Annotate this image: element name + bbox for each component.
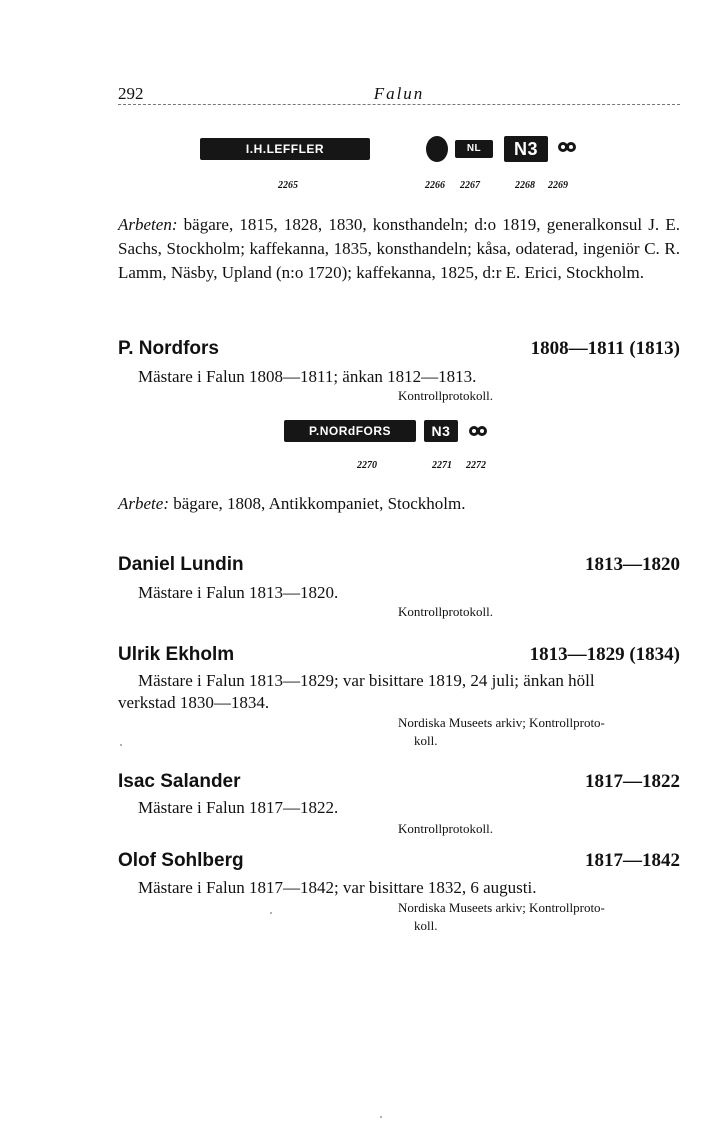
hallmark-town-oval [426, 136, 448, 162]
mark-number: 2266 [425, 180, 445, 191]
entry-name: Daniel Lundin [118, 554, 244, 575]
mark-number: 2270 [357, 460, 377, 471]
hallmark-nl: NL [455, 140, 493, 158]
entry-source-continued: koll. [414, 918, 438, 933]
arbeten-text: bägare, 1815, 1828, 1830, konsthandeln; d:o 1819, generalkonsul J. E. Sachs, Stockholm; kaffekanna, 1835, konsthandeln; kåsa, odaterad, ingeniör C. R. Lamm, Näsby, Upland (n:o 1720); kaffekanna, 1825, d:r E. Erici, Stockholm. [118, 215, 680, 282]
entry-text: Mästare i Falun 1808—1811; änkan 1812—1813. [138, 367, 477, 386]
arbeten-paragraph [118, 213, 680, 285]
hallmark-leffler: I.H.LEFFLER [200, 138, 370, 160]
entry-source-continued: koll. [414, 733, 438, 748]
mark-number: 2267 [460, 180, 480, 191]
page-number: 292 [118, 84, 144, 103]
mark-number: 2271 [432, 460, 452, 471]
entry-name: Ulrik Ekholm [118, 644, 235, 665]
arbete-label: Arbete: [118, 494, 169, 513]
entry-dates: 1813—1829 (1834) [529, 644, 680, 665]
arbete-paragraph [118, 492, 680, 516]
entry-name: Olof Sohlberg [118, 850, 244, 871]
mark-number: 2268 [515, 180, 535, 191]
entry-text: Mästare i Falun 1813—1829; var bisittare 1819, 24 juli; änkan höll [138, 671, 595, 690]
entry-text: Mästare i Falun 1817—1842; var bisittare 1832, 6 augusti. [138, 878, 537, 897]
hallmark-clover [558, 140, 578, 156]
entry-name: Isac Salander [118, 771, 241, 792]
print-speck [120, 744, 122, 746]
hallmark-n3: N3 [424, 420, 458, 442]
entry-dates: 1817—1822 [585, 771, 680, 792]
entry-text: Mästare i Falun 1817—1822. [138, 798, 339, 817]
arbete-text: bägare, 1808, Antikkompaniet, Stockholm. [168, 494, 466, 513]
entry-dates: 1817—1842 [585, 850, 680, 871]
print-speck [270, 912, 272, 914]
entry-dates: 1813—1820 [585, 554, 680, 575]
hallmark-n3: N3 [504, 136, 548, 162]
mark-number: 2265 [278, 180, 298, 191]
mark-number: 2269 [548, 180, 568, 191]
print-speck [380, 1116, 382, 1118]
hallmark-nordfors: P.NORdFORS [284, 420, 416, 442]
entry-text-continued: verkstad 1830—1834. [118, 693, 270, 712]
page-header [118, 84, 680, 106]
hallmark-clover [469, 424, 489, 440]
entry-source: Kontrollprotokoll. [398, 388, 493, 403]
mark-number: 2272 [466, 460, 486, 471]
entry-text: Mästare i Falun 1813—1820. [138, 583, 339, 602]
header-rule [118, 104, 680, 105]
entry-source: Kontrollprotokoll. [398, 821, 493, 836]
arbeten-label: Arbeten: [118, 215, 178, 234]
entry-source: Nordiska Museets arkiv; Kontrollproto- [398, 715, 605, 730]
entry-name: P. Nordfors [118, 338, 220, 359]
entry-source: Kontrollprotokoll. [398, 604, 493, 619]
entry-dates: 1808—1811 (1813) [530, 338, 680, 359]
entry-source: Nordiska Museets arkiv; Kontrollproto- [398, 900, 605, 915]
running-title: Falun [373, 84, 425, 103]
